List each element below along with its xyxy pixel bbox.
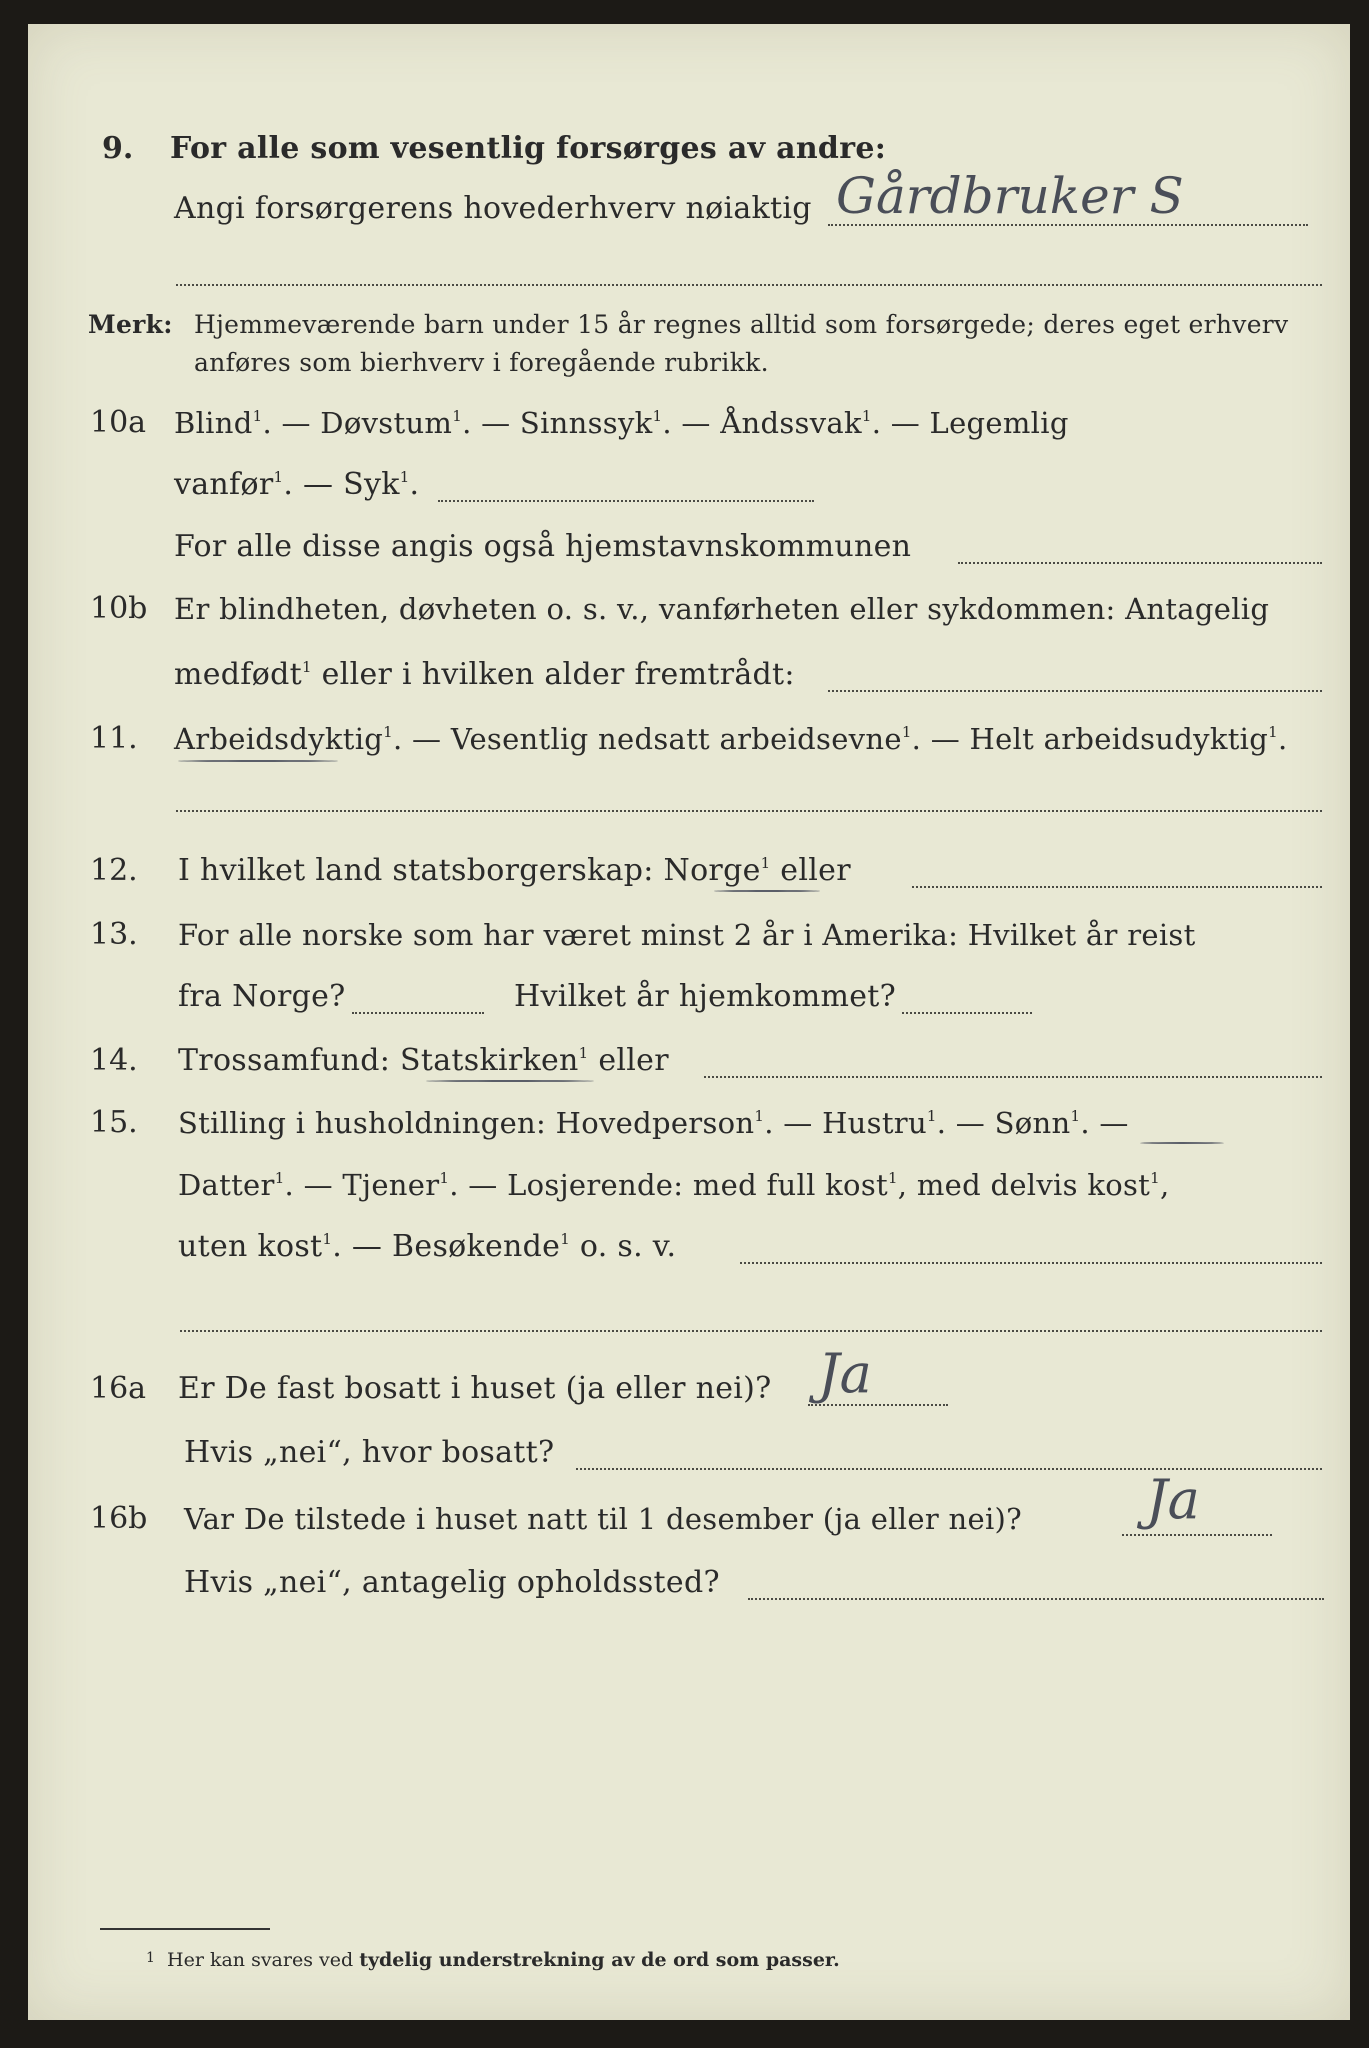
q14-row [28, 1036, 1350, 1086]
q13-number: 13. [90, 917, 138, 952]
q10b-row2 [28, 650, 1350, 700]
q15-number: 15. [90, 1105, 138, 1140]
q11-arbeidsdyktig-underline [178, 760, 338, 762]
q14-trossamfund-line [704, 1076, 1322, 1078]
q15-row3 [28, 1222, 1350, 1272]
q16b-line2: Hvis „nei“, antagelig opholdssted? [184, 1565, 720, 1600]
q15-stilling-line [740, 1262, 1322, 1264]
q16a-bosatt-line [576, 1468, 1322, 1470]
q9-handwritten-answer: Gårdbruker S [836, 167, 1184, 225]
q15-line1: Stilling i husholdningen: Hovedperson$^1$. — Hustru$^1$. — Sønn$^1$. — [178, 1106, 1129, 1140]
q13-line1: For alle norske som har været minst 2 år i Amerika: Hvilket år reist [178, 918, 1196, 952]
q10a-hjemstavn-line [958, 562, 1322, 564]
q10a-line2: vanfør$^1$. — Syk$^1$. [174, 467, 420, 502]
q13-line2-b: Hvilket år hjemkommet? [514, 979, 897, 1014]
q9-line2: Angi forsørgerens hovederhverv nøiaktig [174, 191, 812, 226]
q10a-row3 [28, 522, 1350, 572]
q13-hjemkommet-line [902, 1012, 1032, 1014]
q11-number: 11. [90, 721, 138, 756]
q10a-number: 10a [90, 405, 147, 440]
q14-line: Trossamfund: Statskirken$^1$ eller [178, 1043, 669, 1078]
q12-row [28, 846, 1350, 896]
q16b-answer-line [1122, 1534, 1272, 1536]
q15-line2: Datter$^1$. — Tjener$^1$. — Losjerende: med full kost$^1$, med delvis kost$^1$, [178, 1168, 1170, 1202]
q9-line1: For alle som vesentlig forsørges av andre: [170, 131, 887, 166]
q16b-row2 [28, 1558, 1350, 1608]
q9-blank-line [176, 284, 1322, 286]
q16b-line1: Var De tilstede i huset natt til 1 desember (ja eller nei)? [184, 1502, 1022, 1536]
q10a-line1: Blind$^1$. — Døvstum$^1$. — Sinnssyk$^1$. — Åndssvak$^1$. — Legemlig [174, 406, 1069, 440]
q14-number: 14. [90, 1043, 138, 1078]
merk-line1: Hjemmeværende barn under 15 år regnes alltid som forsørgede; deres eget erhverv [194, 310, 1289, 339]
q10b-line2: medfødt$^1$ eller i hvilken alder fremtrådt: [174, 657, 795, 692]
q10a-row [28, 398, 1350, 448]
q12-land-line [912, 886, 1322, 888]
q13-line2-a: fra Norge? [178, 979, 346, 1014]
q11-line: Arbeidsdyktig$^1$. — Vesentlig nedsatt arbeidsevne$^1$. — Helt arbeidsudyktig$^1$. [174, 722, 1288, 756]
q16a-line1: Er De fast bosatt i huset (ja eller nei)? [178, 1371, 772, 1406]
q9-number: 9. [102, 131, 134, 166]
q16b-row [28, 1468, 1350, 1544]
q10a-line3: For alle disse angis også hjemstavnskommunen [174, 529, 912, 564]
q11-row [28, 714, 1350, 764]
q15-sonn-underline [1140, 1142, 1224, 1144]
q10b-row [28, 584, 1350, 634]
q10a-syk-line [438, 500, 814, 502]
footnote: $^1$ Her kan svares ved tydelig understrekning av de ord som passer. [146, 1949, 840, 1971]
q16a-row [28, 1342, 1350, 1414]
q15-blank-line [180, 1330, 1322, 1332]
q10b-alder-line [828, 690, 1322, 692]
q16a-line2: Hvis „nei“, hvor bosatt? [184, 1435, 555, 1470]
footnote-rule [100, 1928, 270, 1930]
merk-line2: anføres som bierhverv i foregående rubrikk. [194, 348, 769, 377]
q13-row [28, 910, 1350, 960]
q16b-opholdssted-line [748, 1598, 1324, 1600]
q14-statskirken-underline [426, 1080, 594, 1082]
q15-row [28, 1098, 1350, 1148]
q16a-number: 16a [90, 1371, 147, 1406]
q10b-line1: Er blindheten, døvheten o. s. v., vanførheten eller sykdommen: Antagelig [174, 592, 1270, 626]
q11-blank-line [176, 810, 1322, 812]
q16b-number: 16b [90, 1501, 148, 1536]
q9-row2 [28, 167, 1350, 234]
q12-number: 12. [90, 853, 138, 888]
q12-norge-underline [714, 890, 820, 892]
q10a-row2 [28, 460, 1350, 510]
q15-line3: uten kost$^1$. — Besøkende$^1$ o. s. v. [178, 1229, 677, 1264]
merk-label: Merk: [88, 310, 173, 339]
q13-reist-line [352, 1012, 484, 1014]
q15-row2 [28, 1160, 1350, 1210]
q12-line: I hvilket land statsborgerskap: Norge$^1$ eller [178, 853, 851, 888]
q16b-handwritten-answer: Ja [1146, 1468, 1200, 1531]
q10b-number: 10b [90, 591, 148, 626]
q13-row2 [28, 972, 1350, 1022]
q16a-handwritten-answer: Ja [818, 1342, 872, 1405]
census-form-page [28, 24, 1350, 2020]
